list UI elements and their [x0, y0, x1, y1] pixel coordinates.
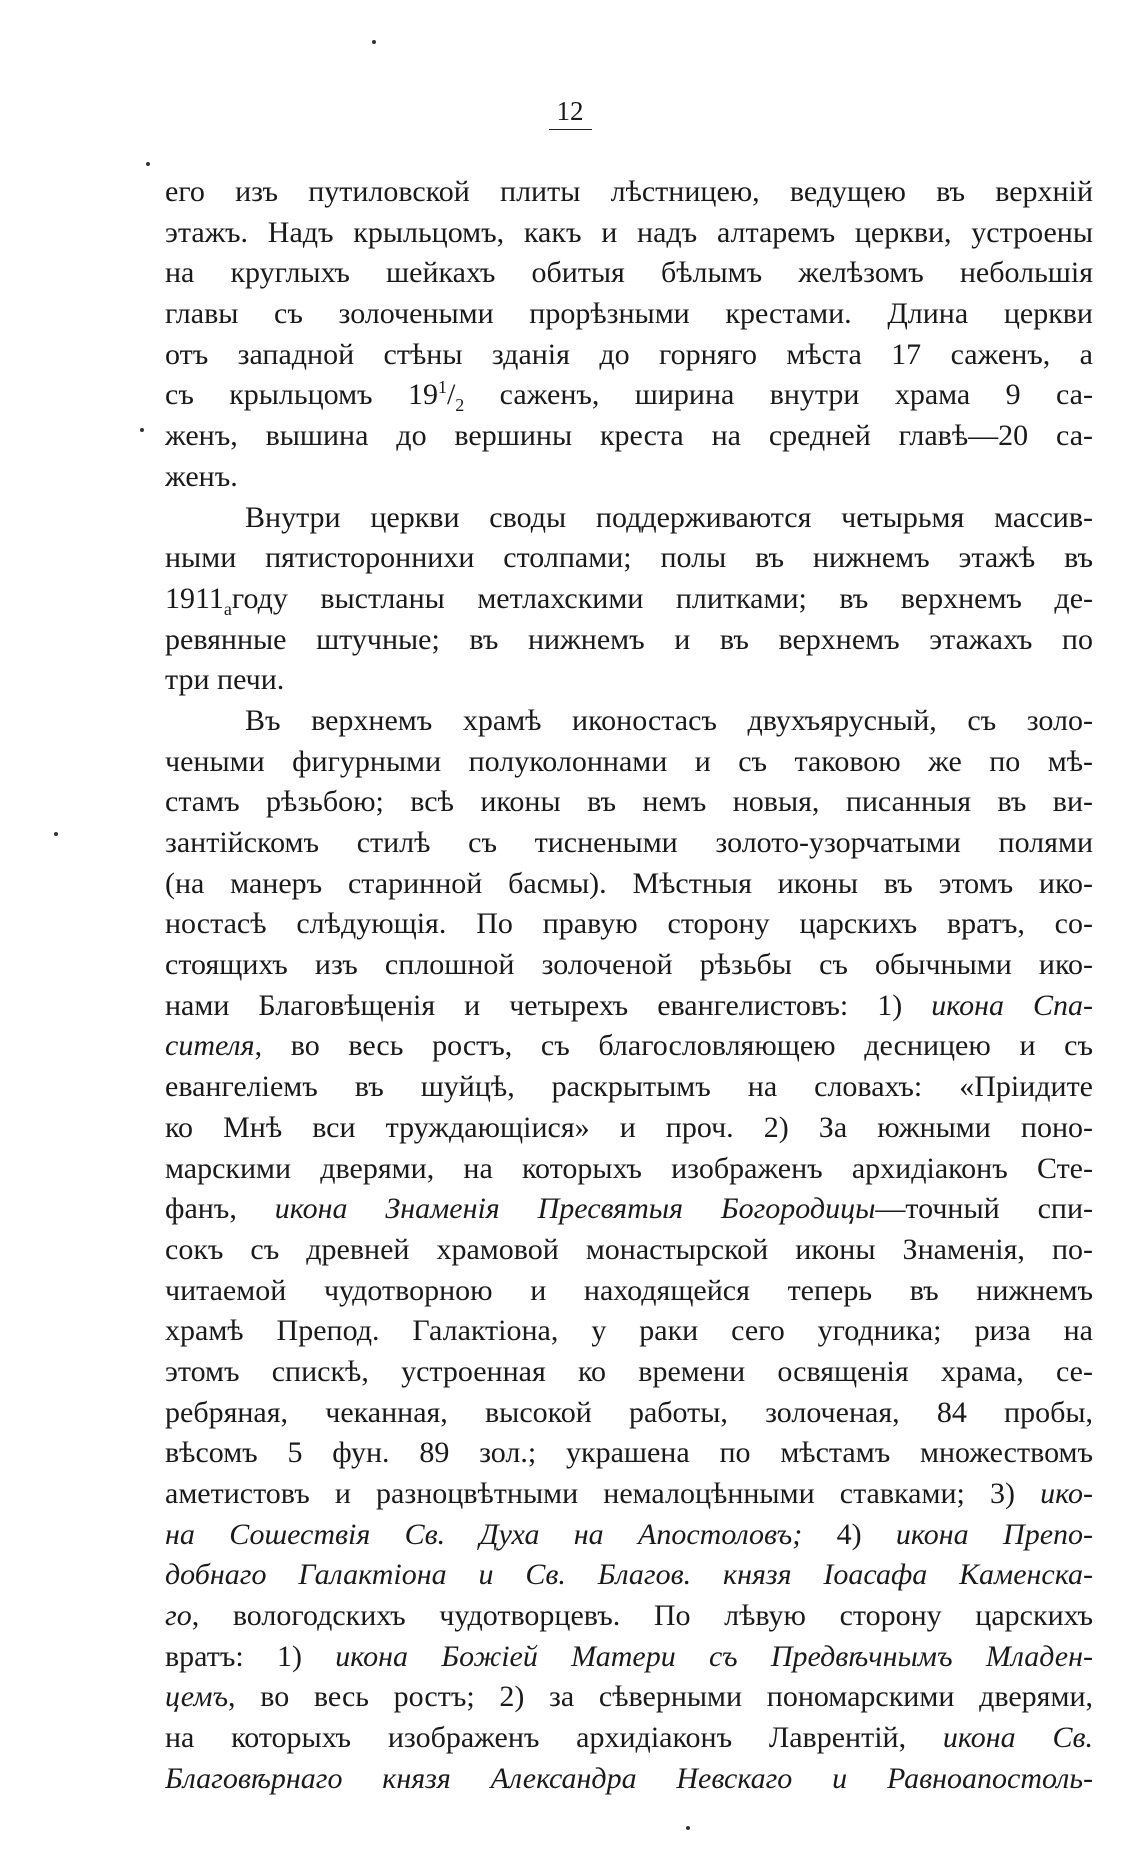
text-line: этажъ. Надъ крыльцомъ, какъ и надъ алтаремъ церкви, устроены: [165, 215, 1093, 249]
print-speck: [140, 428, 144, 432]
paragraph-start-line: Внутри церкви своды поддерживаются четырьмя массив-: [245, 500, 1093, 534]
text-line: аметистовъ и разноцвѣтными немалоцѣнными ставками; 3) ико-: [165, 1477, 1093, 1510]
text-line: на круглыхъ шейкахъ обитыя бѣлымъ желѣзомъ небольшія: [165, 256, 1093, 290]
text-line: главы съ золочеными прорѣзными крестами. Длина церкви: [165, 297, 1093, 331]
body-text: [165, 172, 1093, 1800]
print-speck: [146, 162, 150, 166]
text-line: зантійскомъ стилѣ съ тиснеными золото-узорчатыми полями: [165, 826, 1093, 859]
print-speck: [372, 40, 376, 44]
print-speck: [54, 832, 58, 836]
text-line: сителя, во весь ростъ, съ благословляющею десницею и съ: [165, 1029, 1093, 1063]
paragraph-start-line: Въ верхнемъ храмѣ иконостасъ двухъярусный, съ золо-: [245, 703, 1093, 737]
page-number: 12: [0, 96, 1140, 130]
text-line: го, вологодскихъ чудотворцевъ. По лѣвую сторону царскихъ: [165, 1599, 1093, 1633]
text-line: ностасѣ слѣдующія. По правую сторону царскихъ вратъ, со-: [165, 907, 1093, 941]
text-line: $1911_агоду$ выстланы метлахскими плитками; въ верхнемъ де-: [165, 581, 1093, 619]
text-line: съ крыльцомъ $19^1/_2$ саженъ, ширина внутри храма 9 са-: [165, 377, 1093, 416]
text-line: ко Мнѣ вси труждающіися» и проч. 2) За южными поно-: [165, 1110, 1093, 1144]
text-line: марскими дверями, на которыхъ изображенъ архидіаконъ Сте-: [165, 1151, 1093, 1185]
text-line: ребряная, чеканная, высокой работы, золоченая, 84 пробы,: [165, 1395, 1093, 1429]
text-line: читаемой чудотворною и находящейся теперь въ нижнемъ: [165, 1273, 1093, 1307]
text-line: чеными фигурными полуколоннами и съ таковою же по мѣ-: [165, 744, 1093, 778]
text-line: стамъ рѣзьбою; всѣ иконы въ немъ новыя, писанныя въ ви-: [165, 785, 1093, 819]
text-line: (на манеръ старинной басмы). Мѣстныя иконы въ этомъ ико-: [165, 866, 1093, 900]
text-line: Благовѣрнаго князя Александра Невскаго и Равноапостоль-: [165, 1761, 1093, 1795]
text-line: отъ западной стѣны зданія до горняго мѣста 17 саженъ, а: [165, 337, 1093, 371]
text-line: храмѣ Препод. Галактіона, у раки сего угодника; риза на: [165, 1314, 1093, 1348]
text-line: вѣсомъ 5 фун. 89 зол.; украшена по мѣстамъ множествомъ: [165, 1436, 1093, 1470]
text-line: евангеліемъ въ шуйцѣ, раскрытымъ на словахъ: «Пріидите: [165, 1070, 1093, 1104]
print-speck: [686, 1826, 690, 1830]
text-line: женъ.: [165, 459, 238, 493]
text-line: стоящихъ изъ сплошной золоченой рѣзьбы съ обычными ико-: [165, 948, 1093, 982]
text-line: этомъ спискѣ, устроенная ко времени освященія храма, се-: [165, 1354, 1093, 1388]
text-line: вратъ: 1) икона Божіей Матери съ Предвѣчнымъ Младен-: [165, 1639, 1093, 1673]
text-line: сокъ съ древней храмовой монастырской иконы Знаменія, по-: [165, 1232, 1093, 1266]
text-line: ными пятистороннихи столпами; полы въ нижнемъ этажѣ въ: [165, 541, 1093, 575]
text-line: ревянные штучные; въ нижнемъ и въ верхнемъ этажахъ по: [165, 622, 1093, 656]
text-line: фанъ, икона Знаменія Пресвятыя Богородицы—точный спи-: [165, 1192, 1093, 1226]
text-line: нами Благовѣщенія и четырехъ евангелистовъ: 1) икона Спа-: [165, 988, 1093, 1022]
text-line: его изъ путиловской плиты лѣстницею, ведущею въ верхній: [165, 175, 1093, 208]
text-line: добнаго Галактіона и Св. Благов. князя Іоасафа Каменска-: [165, 1558, 1093, 1592]
text-line: на Сошествія Св. Духа на Апостоловъ; 4) икона Препо-: [165, 1517, 1093, 1551]
text-line: три печи.: [165, 663, 285, 697]
text-line: цемъ, во весь ростъ; 2) за сѣверными пономарскими дверями,: [165, 1680, 1093, 1714]
text-line: на которыхъ изображенъ архидіаконъ Лаврентій, икона Св.: [165, 1721, 1093, 1755]
text-line: женъ, вышина до вершины креста на средней главѣ—20 са-: [165, 419, 1093, 453]
